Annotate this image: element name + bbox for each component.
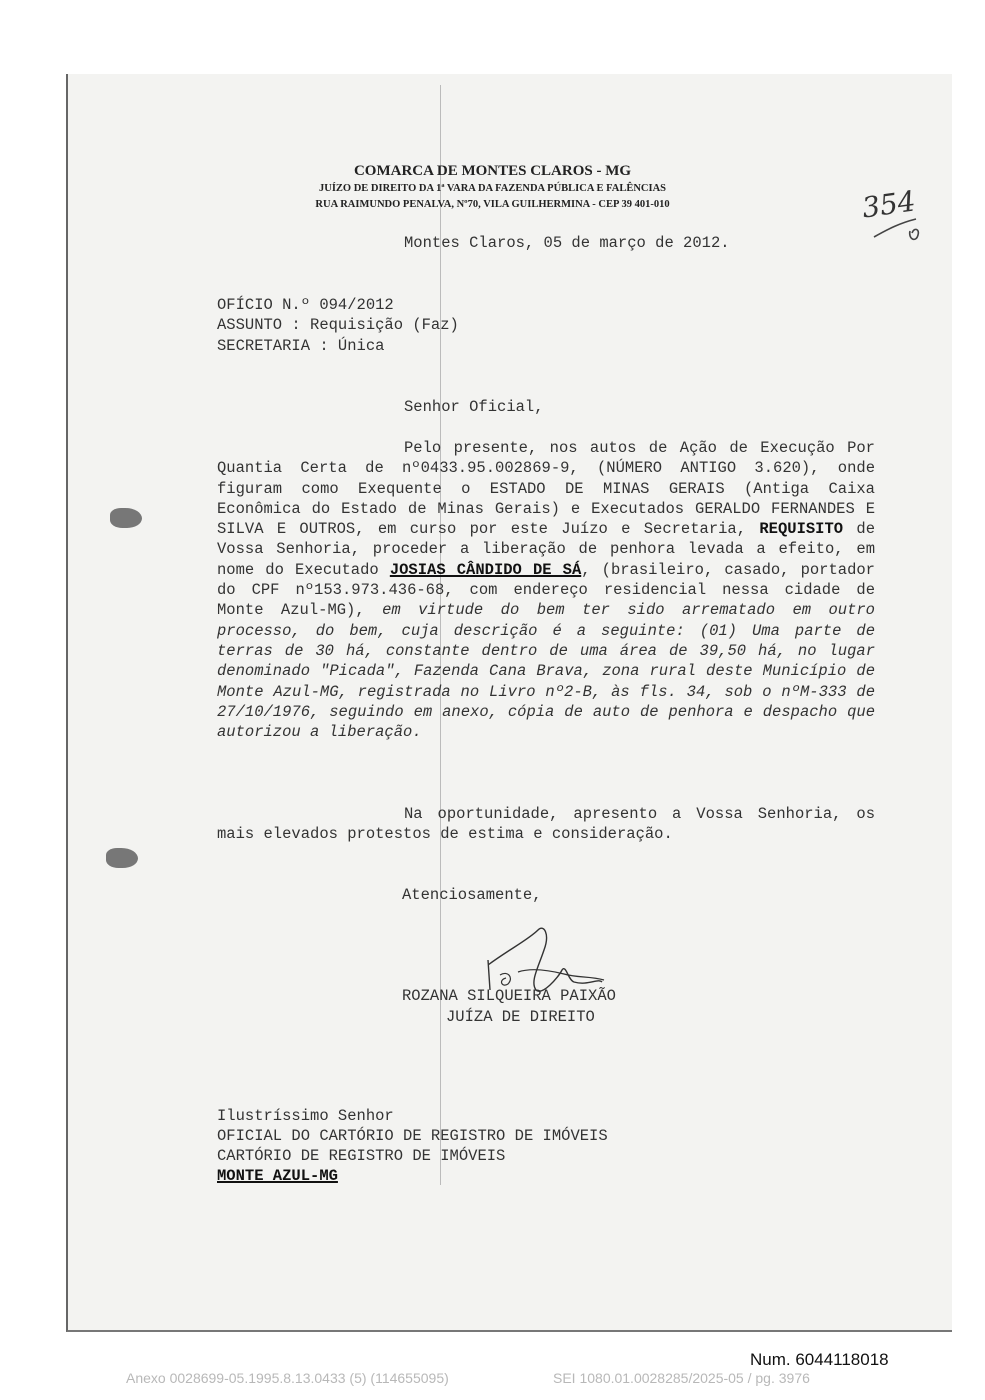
paragraph-text-3: , (brasileiro, casado, portador do CPF nº153.973.436-68, com endereço residencial nessa cidade de Monte Azul-MG), xyxy=(217,560,875,620)
handwritten-mark xyxy=(870,215,930,245)
paragraph-text-2: de Vossa Senhoria, proceder a liberação de penhora levada a efeito, em nome do Executado xyxy=(217,520,875,579)
requisito-word: REQUISITO xyxy=(759,520,844,539)
annex-reference: Anexo 0028699-05.1995.8.13.0433 (5) (114655095) xyxy=(126,1370,449,1386)
executado-name: JOSIAS CÂNDIDO DE SÁ xyxy=(389,560,582,579)
main-paragraph xyxy=(217,438,875,742)
court-subtitle: JUÍZO DE DIREITO DA 1ª VARA DA FAZENDA PÚBLICA E FALÊNCIAS xyxy=(319,183,666,194)
recipient-city: MONTE AZUL-MG xyxy=(217,1167,338,1185)
property-description: em virtude do bem ter sido arrematado em outro processo, do bem, cuja descrição é a seguinte: (01) Uma parte de terras de 30 há, constante dentro de uma área de 39,50 há, no lugar denominado "Picada", Fazenda Cana Brava, zona rural deste Município de Monte Azul-MG, registrada no Livro nº2-B, às fls. 34, sob o nºM-333 de 27/10/1976, seguindo em anexo, cópia de auto de penhora e despacho que autorizou a liberação. xyxy=(217,601,875,742)
punch-hole-top xyxy=(110,508,142,528)
handwritten-page-number: 354 xyxy=(859,184,918,225)
oficio-number: OFÍCIO N.º 094/2012 xyxy=(217,296,394,314)
document-number: Num. 6044118018 xyxy=(750,1350,889,1369)
recipient-office: CARTÓRIO DE REGISTRO DE IMÓVEIS xyxy=(217,1147,506,1165)
subject-line: ASSUNTO : Requisição (Faz) xyxy=(217,316,459,334)
paragraph-text-1: Pelo presente, nos autos de Ação de Execução Por Quantia Certa de nº0433.95.002869-9, (NÚMERO ANTIGO 3.620), onde figuram como Exequente o ESTADO DE MINAS GERAIS (Antiga Caixa Econômica do Estado de Minas Gerais) e Executados GERALDO FERNANDES E SILVA E OUTROS, em curso por este Juízo e Secretaria, xyxy=(217,439,875,539)
sei-reference: SEI 1080.01.0028285/2025-05 / pg. 3976 xyxy=(553,1370,810,1386)
court-address: RUA RAIMUNDO PENALVA, Nº70, VILA GUILHERMINA - CEP 39 401-010 xyxy=(315,199,670,210)
date-line: Montes Claros, 05 de março de 2012. xyxy=(404,234,730,252)
court-title: COMARCA DE MONTES CLAROS - MG xyxy=(353,163,632,179)
closing-paragraph: Na oportunidade, apresento a Vossa Senhoria, os mais elevados protestos de estima e consideração. xyxy=(217,805,875,844)
salutation: Senhor Oficial, xyxy=(404,398,544,416)
closing-salutation: Atenciosamente, xyxy=(402,886,542,904)
punch-hole-bottom xyxy=(106,848,138,868)
signer-role: JUÍZA DE DIREITO xyxy=(446,1008,595,1026)
recipient-greeting: Ilustríssimo Senhor xyxy=(217,1107,394,1125)
secretariat-line: SECRETARIA : Única xyxy=(217,337,385,355)
recipient-title: OFICIAL DO CARTÓRIO DE REGISTRO DE IMÓVEIS xyxy=(217,1127,608,1145)
signer-name: ROZANA SILQUEIRA PAIXÃO xyxy=(402,987,616,1005)
